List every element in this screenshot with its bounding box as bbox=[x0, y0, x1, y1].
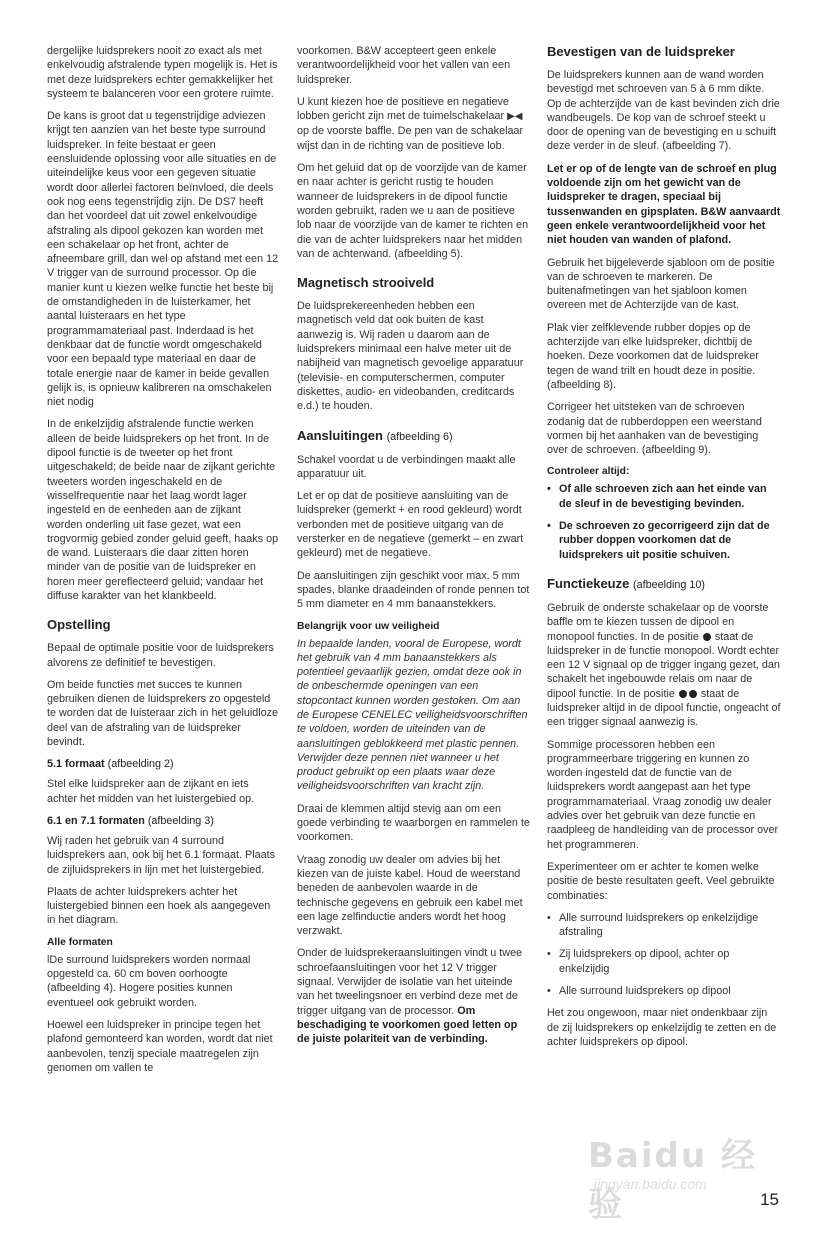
paragraph: In bepaalde landen, vooral de Europese, wordt het gebruik van 4 mm banaanstekkers als potentieel gevaarlijk gezien, omdat deze ook in de onbeschermde openingen van een stopcontact kunnen worden gestoken. Om aan de Europese CENELEC veiligheidsvoorschriften te voldoen, worden de uiteinden van de aansluitingen geblokkeerd met plastic pennen. Verwijder deze pennen niet wanneer u het product gebruikt op een plaats waar deze veiligheidsvoorschriften van kracht zijn. bbox=[297, 637, 528, 793]
check-list bbox=[547, 482, 781, 561]
figure-reference: (afbeelding 10) bbox=[632, 578, 706, 591]
heading-functiekeuze bbox=[547, 576, 781, 593]
paragraph: De aansluitingen zijn geschikt voor max. 5 mm spades, blanke draadeinden of ronde pennen tot 5 mm diameter en 4 mm banaanstekkers. bbox=[297, 569, 530, 611]
heading-text: Functiekeuze bbox=[547, 575, 630, 591]
text-run: Gebruik de onderste schakelaar op de voorste baffle om te kiezen tussen de dipool en monopool functies. In de positie bbox=[547, 601, 769, 643]
column-2 bbox=[297, 44, 530, 1055]
subheading-6-1-7-1-formaten bbox=[47, 814, 279, 828]
text-run: op de voorste baffle. De pen van de schakelaar wijst dan in de richting van de positieve lob. bbox=[297, 125, 524, 152]
paragraph: In de enkelzijdig afstralende functie werken alleen de beide luidsprekers op het front. In de dipool functie is de tweeter op het front uitgeschakeld; de beide naar de zijkant gerichte tweeters worden ingeschakeld en de wisselfrequentie naar het laag wordt lager ingesteld en de eenheden aan de zijkant worden onderling uit fase gezet, wat een trogvormig gebied zonder geluid geeft, haaks op de wand. Luisteraars die daar zitten horen minder van de positie van de luidspreker en horen meer gereflecteerd geluid; vandaar het diffuse karakter van het klankbeeld. bbox=[47, 418, 279, 602]
column-3 bbox=[547, 44, 781, 1057]
watermark-brand: Baidu 经验 bbox=[588, 1136, 757, 1225]
combination-list bbox=[547, 911, 781, 998]
figure-reference: (afbeelding 6) bbox=[386, 430, 453, 443]
paragraph: lDe surround luidsprekers worden normaal opgesteld ca. 60 cm boven oorhoogte (afbeelding 4). Hogere posities kunnen eventueel ook gebruikt worden. bbox=[47, 953, 251, 1009]
text-run: staat de luidspreker in de functie monopool. Wordt echter een 12 V signaal op de trigger ingang gezet, dan schakelt het ingebouwde relais om naar de dipool functie. In de positie bbox=[547, 630, 780, 700]
toggle-switch-symbol-icon: ▶◀ bbox=[507, 111, 523, 123]
subheading-5-1-formaat bbox=[47, 757, 279, 771]
list-item: • Zij luidsprekers op dipool, achter op enkelzijdig bbox=[547, 947, 781, 976]
paragraph: Om beide functies met succes te kunnen gebruiken dienen de luidsprekers zo opgesteld te worden dat de luisteraar zich in het geluidloze deel van de afstraling van de luidspreker bevindt. bbox=[47, 678, 279, 749]
paragraph: Om het geluid dat op de voorzijde van de kamer en naar achter is gericht rustig te houden wanneer de luidsprekers in de dipool functie worden gebruikt, raden we u aan de positieve lob naar de voorzijde van de kamer te richten en die van de achter luidsprekers naar het midden van de achterwand. (afbeelding 5). bbox=[297, 162, 529, 260]
paragraph: Het zou ongewoon, maar niet ondenkbaar zijn de zij luidsprekers op enkelzijdig te zetten en de achter luidsprekers op dipool. bbox=[547, 1007, 777, 1048]
paragraph: Plaats de achter luidsprekers achter het luistergebied binnen een hoek als aangegeven in het diagram. bbox=[47, 885, 271, 927]
paragraph: De luidsprekers kunnen aan de wand worden bevestigd met schroeven van 5 à 6 mm dikte. Op de achterzijde van de kast bevinden zich drie wandbeugels. De kop van de schroef steekt u door de opening van de bevestiging en u schuift deze verder in de sleuf. (afbeelding 7). bbox=[547, 69, 780, 153]
watermark-url: jingyan.baidu.com bbox=[594, 1176, 707, 1192]
list-item: • De schroeven zo gecorrigeerd zijn dat de rubber doppen voorkomen dat de luidsprekers uit positie schuiven. bbox=[547, 519, 781, 562]
paragraph: Let er op dat de positieve aansluiting van de luidspreker (gemerkt + en rood gekleurd) wordt verbonden met de positieve uitgang van de versterker en de negatieve (gemerkt – en zwart gekleurd) met de negatieve. bbox=[297, 490, 524, 560]
figure-reference: (afbeelding 3) bbox=[147, 814, 214, 827]
figure-reference: (afbeelding 2) bbox=[107, 758, 174, 771]
subheading-controleer: Controleer altijd: bbox=[547, 466, 630, 478]
paragraph: Stel elke luidspreker aan de zijkant en iets achter het midden van het luistergebied op. bbox=[47, 778, 255, 805]
paragraph: Wij raden het gebruik van 4 surround luidsprekers aan, ook bij het 6.1 formaat. Plaats de zijluidsprekers in lijn met het luistergebied. bbox=[47, 834, 276, 876]
paragraph: De luidsprekereenheden hebben een magnetisch veld dat ook buiten de kast aanwezig is. Wij raden u daarom aan de luidsprekers minimaal een halve meter uit de nabijheid van magnetisch gevoelige apparatuur (televisie- en computerschermen, computer diskettes, audio- en videobanden, creditcards e.d.) te houden. bbox=[297, 300, 524, 413]
paragraph: Hoewel een luidspreker in principe tegen het plafond gemonteerd kan worden, wordt dat niet aanbevolen, tenzij speciale maatregelen zijn genomen om vallen te bbox=[47, 1018, 273, 1074]
paragraph: Vraag zonodig uw dealer om advies bij het kiezen van de juiste kabel. Houd de weerstand beneden de aanbevolen waarde in de technische gegevens en gebruik een kabel met een lage zelfinductie anders wordt het hoog verzwakt. bbox=[297, 853, 523, 938]
paragraph bbox=[297, 95, 530, 153]
paragraph: Gebruik het bijgeleverde sjabloon om de positie van de schroeven te markeren. De buitenafmetingen van het sjabloon komen overeen met de Achterzijde van de kast. bbox=[547, 256, 775, 312]
paragraph bbox=[297, 946, 530, 1046]
heading-bevestigen: Bevestigen van de luidspreker bbox=[547, 44, 735, 59]
subheading-alle-formaten: Alle formaten bbox=[47, 936, 113, 948]
warning-paragraph: Let er op of de lengte van de schroef en plug voldoende zijn om het gewicht van de luidspreker te dragen, speciaal bij tussenwanden en gipsplaten. B&W aanvaardt geen enkele verantwoordelijkheid voor het niet houden van wanden of plafond. bbox=[547, 162, 781, 247]
heading-opstelling: Opstelling bbox=[47, 617, 111, 633]
paragraph: Schakel voordat u de verbindingen maakt alle apparatuur uit. bbox=[297, 453, 516, 480]
column-1 bbox=[47, 44, 279, 1083]
single-dot-icon bbox=[703, 633, 711, 641]
double-dot-icon bbox=[679, 690, 687, 698]
subheading-text: 5.1 formaat bbox=[47, 758, 105, 771]
warning-text: Om beschadiging te voorkomen goed letten op de juiste polariteit van de verbinding. bbox=[297, 1004, 518, 1046]
heading-magnetisch-strooiveld: Magnetisch strooiveld bbox=[297, 275, 435, 291]
paragraph: Corrigeer het uitsteken van de schroeven zodanig dat de rubberdoppen een weerstand vormen bij het aanhaken van de bevestiging over de schroeven. (afbeelding 9). bbox=[547, 401, 762, 457]
list-item: • Alle surround luidsprekers op enkelzijdige afstraling bbox=[547, 911, 781, 940]
paragraph bbox=[547, 601, 781, 730]
paragraph: Bepaal de optimale positie voor de luidsprekers alvorens ze definitief te bevestigen. bbox=[47, 642, 274, 669]
paragraph: Experimenteer om er achter te komen welke positie de beste resultaten geeft. Veel gebruikte combinaties: bbox=[547, 860, 775, 902]
text-run: staat de luidspreker altijd in de dipool functie, ongeacht of een trigger signaal aanwezig is. bbox=[547, 687, 781, 729]
safety-notice bbox=[297, 637, 530, 794]
subheading-text: 6.1 en 7.1 formaten bbox=[47, 814, 145, 827]
text-run: U kunt kiezen hoe de positieve en negatieve lobben gericht zijn met de tuimelschakelaar bbox=[297, 95, 509, 123]
subheading-veiligheid: Belangrijk voor uw veiligheid bbox=[297, 620, 440, 632]
paragraph: Draai de klemmen altijd stevig aan om een goede verbinding te waarborgen en rammelen te voorkomen. bbox=[297, 802, 530, 844]
double-dot-icon bbox=[689, 690, 697, 698]
heading-text: Aansluitingen bbox=[297, 427, 383, 443]
paragraph: voorkomen. B&W accepteert geen enkele verantwoordelijkheid voor het vallen van een luidspreker. bbox=[297, 45, 511, 86]
page-number: 15 bbox=[760, 1190, 779, 1209]
list-item: • Of alle schroeven zich aan het einde van de sleuf in de bevestiging bevinden. bbox=[547, 482, 781, 511]
paragraph: Plak vier zelfklevende rubber dopjes op de achterzijde van elke luidspreker, dichtbij de hoeken. Deze voorkomen dat de luidspreker tegen de wand trilt en houdt deze in positie. (afbeelding 8). bbox=[547, 321, 759, 391]
watermark-logo bbox=[588, 1128, 768, 1225]
heading-aansluitingen bbox=[297, 428, 530, 445]
list-item: • Alle surround luidsprekers op dipool bbox=[547, 984, 781, 998]
paragraph: dergelijke luidsprekers nooit zo exact als met enkelvoudig afstralende typen mogelijk is. Het is met deze luidsprekers echter gemakkelijker het systeem te balanceren voor een grotere ruimte. bbox=[47, 45, 278, 100]
text-run: Onder de luidsprekeraansluitingen vindt u twee schroefaansluitingen voor het 12 V trigger signaal. Verwijder de isolatie van het uiteinde van het tweelingsnoer en verbind deze met de trigger uitgang van de processor. bbox=[297, 947, 523, 1017]
paragraph: Sommige processoren hebben een programmeerbare triggering en kunnen zo worden ingesteld dat de functie van de luidsprekers wordt aangepast aan het type programmamateriaal. Vraag zonodig uw dealer advies over het gebruik van deze functie en raadpleeg de handleiding van de processor over het programmeren. bbox=[547, 738, 779, 851]
paragraph: De kans is groot dat u tegenstrijdige adviezen krijgt ten aanzien van het beste type surround luidspreker. In feite bestaat er geen eensluidende oplossing voor alle situaties en de uiteindelijke keus voor een gegeven situatie wordt door allerlei factoren beïnvloed, die deels ook nog eens tegenstrijdig zijn. De DS7 heeft dan het voordeel dat uit zowel enkelvoudige afstraling als dipool gekozen kan worden met een schakelaar op het front, achter de afneembare grill, dan wel op afstand met een 12 V trigger van de surround processor. Op die manier kunt u kiezen welke functie het beste bij de omstandigheden in de luisterkamer, het aantal luisteraars en het type programmamateriaal past. Inderdaad is het denkbaar dat de functie wordt omgeschakeld voor een bepaald type materiaal en daar de totale energie naar de kamer in beide gevallen gelijk is, is opnieuw kalibreren na omschakelen niet nodig bbox=[47, 110, 279, 409]
